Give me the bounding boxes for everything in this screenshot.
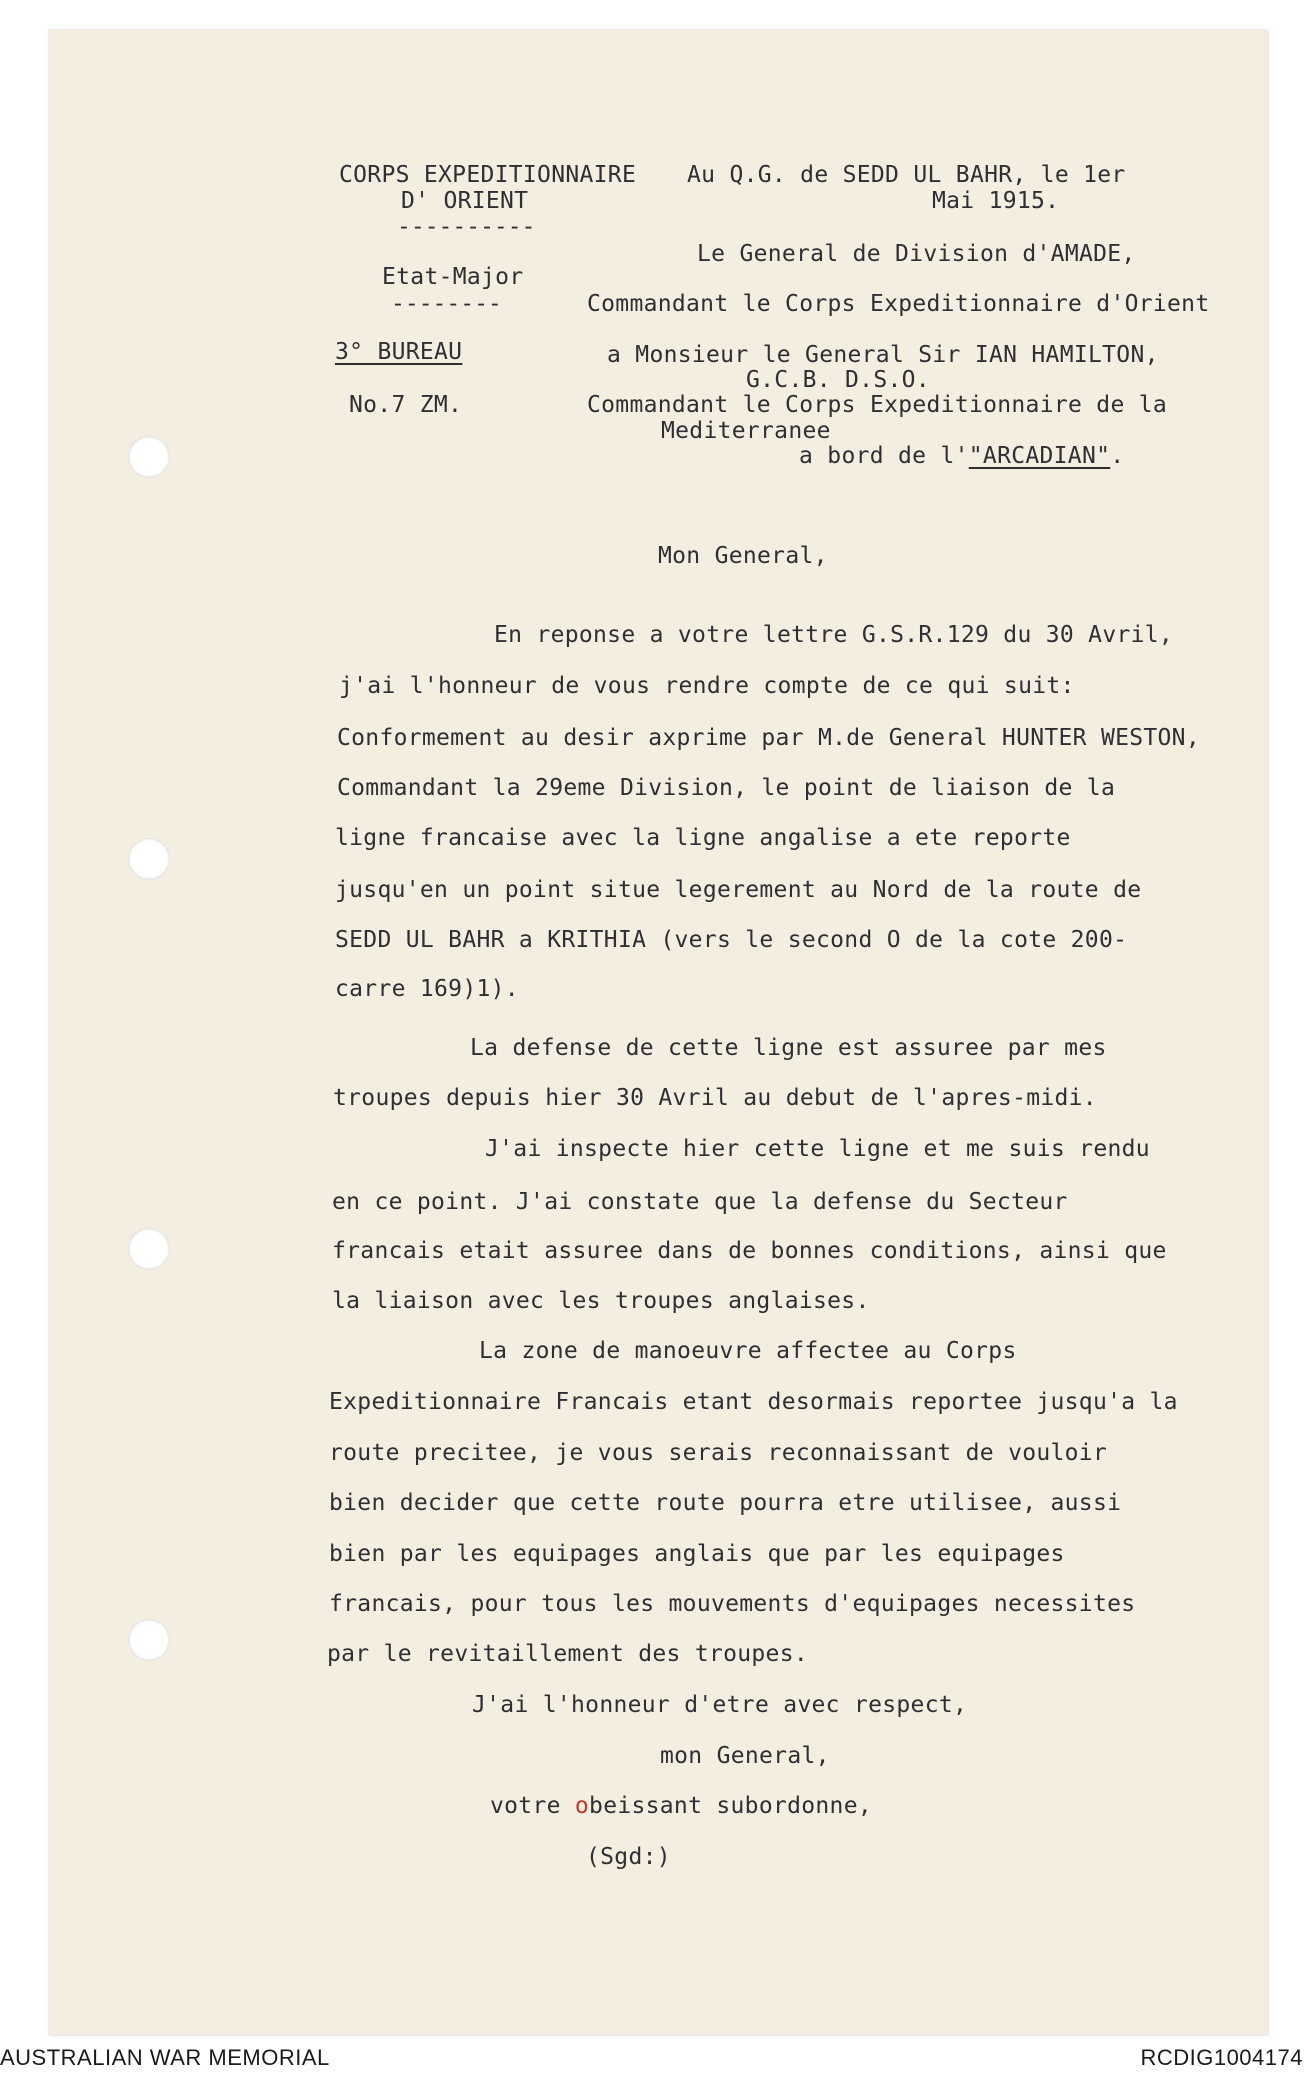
body-line: La defense de cette ligne est assuree par mes: [470, 1035, 1107, 1061]
body-line: SEDD UL BAHR a KRITHIA (vers le second O de la cote 200-: [335, 927, 1128, 953]
red-marked-letter: o: [574, 1793, 590, 1819]
body-line: bien par les equipages anglais que par les equipages: [329, 1541, 1065, 1567]
body-line: J'ai inspecte hier cette ligne et me suis rendu: [485, 1136, 1150, 1162]
body-line: Conformement au desir axprime par M.de General HUNTER WESTON,: [337, 725, 1200, 751]
recipient-line: a Monsieur le General Sir IAN HAMILTON,: [607, 342, 1159, 368]
body-line: La zone de manoeuvre affectee au Corps: [479, 1338, 1017, 1364]
punch-hole: [128, 838, 170, 880]
body-line: ligne francaise avec la ligne angalise a ete reporte: [335, 825, 1071, 851]
body-line: Expeditionnaire Francais etant desormais reportee jusqu'a la: [329, 1389, 1178, 1415]
closing-line: [490, 1795, 872, 1818]
body-line: par le revitaillement des troupes.: [327, 1641, 809, 1667]
staff-heading: Etat-Major: [382, 264, 524, 290]
body-line: Commandant la 29eme Division, le point de liaison de la: [337, 775, 1116, 801]
body-line: la liaison avec les troupes anglaises.: [332, 1288, 870, 1314]
body-line: route precitee, je vous serais reconnaissant de vouloir: [329, 1440, 1108, 1466]
footer-reference: RCDIG1004174: [1140, 2045, 1303, 2070]
dateline-date: Mai 1915.: [932, 188, 1060, 214]
signature: (Sgd:): [586, 1844, 671, 1870]
reference-number: No.7 ZM.: [349, 392, 463, 418]
recipient-honours: G.C.B. D.S.O.: [746, 367, 930, 393]
sender-line: Le General de Division d'AMADE,: [697, 241, 1136, 267]
recipient-title: Commandant le Corps Expeditionnaire de la: [587, 392, 1168, 418]
closing-rest: beissant subordonne,: [589, 1793, 872, 1819]
body-line: carre 169)1).: [335, 976, 519, 1002]
punch-hole: [128, 1228, 170, 1270]
divider-rule: --------: [391, 291, 502, 317]
body-line: troupes depuis hier 30 Avril au debut de l'apres-midi.: [333, 1085, 1097, 1111]
divider-rule: ----------: [397, 214, 536, 240]
bureau-label: 3° BUREAU: [335, 339, 463, 365]
sender-title: Commandant le Corps Expeditionnaire d'Orient: [587, 291, 1210, 317]
body-line: francais etait assuree dans de bonnes conditions, ainsi que: [332, 1238, 1167, 1264]
recipient-title-cont: Mediterranee: [661, 418, 831, 444]
body-line: en ce point. J'ai constate que la defense du Secteur: [332, 1189, 1068, 1215]
body-line: j'ai l'honneur de vous rendre compte de ce qui suit:: [339, 673, 1075, 699]
salutation: Mon General,: [658, 543, 828, 569]
body-line: jusqu'en un point situe legerement au Nord de la route de: [335, 877, 1142, 903]
recipient-location: [799, 445, 1124, 468]
body-line: En reponse a votre lettre G.S.R.129 du 30 Avril,: [494, 622, 1174, 648]
corps-subname: D' ORIENT: [401, 188, 529, 214]
corps-name: CORPS EXPEDITIONNAIRE: [339, 162, 637, 188]
punch-hole: [128, 436, 170, 478]
document-page: [49, 30, 1268, 2035]
location-suffix: .: [1110, 443, 1125, 469]
closing-line: mon General,: [660, 1743, 830, 1769]
footer-institution: AUSTRALIAN WAR MEMORIAL: [0, 2045, 330, 2070]
punch-hole: [128, 1619, 170, 1661]
location-prefix: a bord de l': [799, 443, 969, 469]
closing-prefix: votre: [490, 1793, 575, 1819]
body-line: bien decider que cette route pourra etre utilisee, aussi: [329, 1490, 1122, 1516]
dateline: Au Q.G. de SEDD UL BAHR, le 1er: [687, 162, 1126, 188]
closing-line: J'ai l'honneur d'etre avec respect,: [472, 1692, 968, 1718]
ship-name: "ARCADIAN": [968, 443, 1111, 469]
body-line: francais, pour tous les mouvements d'equipages necessites: [329, 1591, 1136, 1617]
